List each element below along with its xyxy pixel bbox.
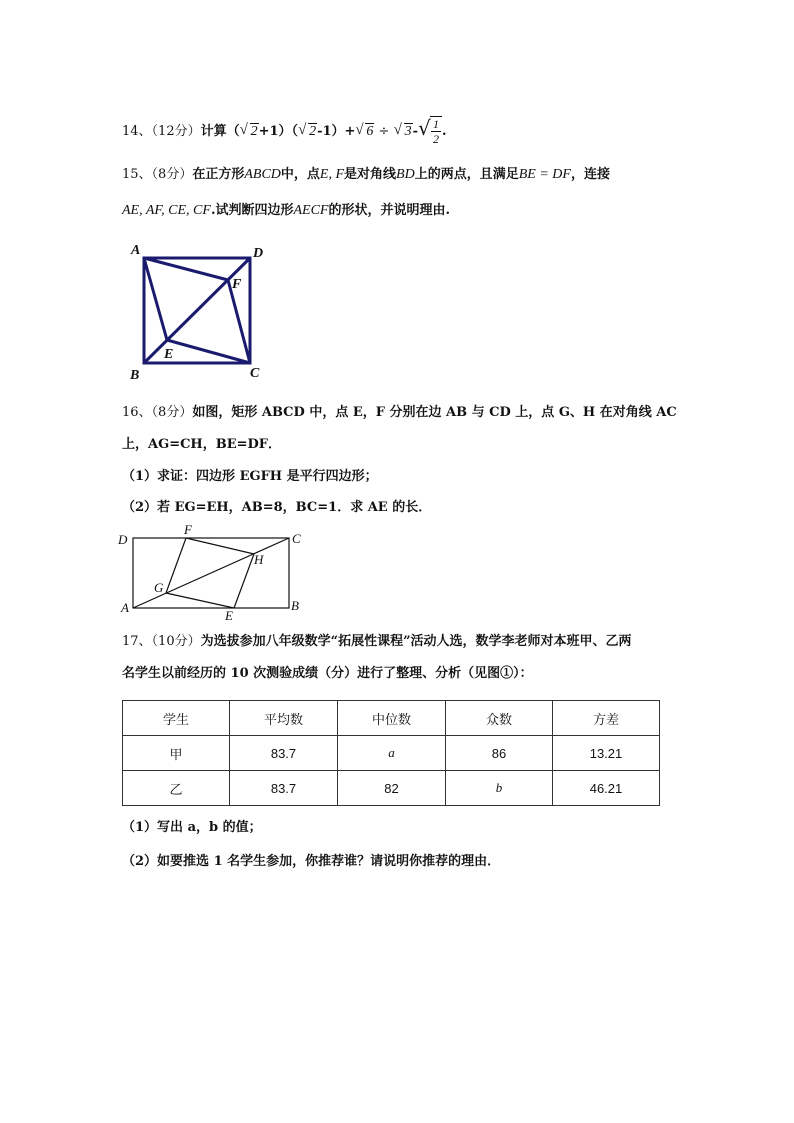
q16-label-f: F <box>184 522 192 537</box>
q16-segment-fh <box>186 538 254 554</box>
q15-number: 15、 <box>122 167 152 182</box>
q16-segment-he <box>234 554 254 608</box>
q15-math: AE, AF, CE, CF <box>122 203 211 218</box>
table-cell: 83.7 <box>230 736 338 771</box>
table-cell: 13.21 <box>553 736 660 771</box>
q16-label-a: A <box>121 600 129 615</box>
q16-label-d: D <box>118 532 128 547</box>
q15-label-a: A <box>131 243 141 258</box>
q14-end: . <box>441 124 447 139</box>
q16-diagonal-ac <box>133 538 289 608</box>
q16-segment-ge <box>166 593 234 608</box>
q15-text: 上的两点，且满足 <box>414 167 519 182</box>
q17-part-2: （2）如要推选 1 名学生参加，你推荐谁？请说明你推荐的理由． <box>122 854 501 869</box>
q17-part-1: （1）写出 a，b 的值； <box>122 820 262 835</box>
table-header-cell: 学生 <box>123 701 230 736</box>
q17-number: 17、 <box>122 634 152 649</box>
q16-label-b: B <box>291 598 299 613</box>
q15-text: 的形状，并说明理由. <box>328 203 450 218</box>
q15-math: E, F <box>319 167 345 182</box>
table-cell: 46.21 <box>553 771 660 806</box>
q15-line-1 <box>122 165 610 185</box>
q15-math: ABCD <box>244 167 281 182</box>
q16-label-e: E <box>225 608 233 623</box>
table-row <box>123 771 660 806</box>
q14-line <box>122 116 447 146</box>
q16-line-1 <box>122 403 677 423</box>
q15-line-2 <box>122 201 450 221</box>
q16-label-c: C <box>292 531 301 546</box>
q14-radical-1: √ 2 <box>239 122 258 139</box>
q16-label-g: G <box>154 580 164 595</box>
q14-minus: - <box>412 124 418 139</box>
q16-segment-fg <box>166 538 186 593</box>
q15-label-e: E <box>164 347 174 362</box>
q17-text-1: 为选拔参加八年级数学“拓展性课程”活动人选，数学李老师对本班甲、乙两 <box>200 634 632 649</box>
q14-minus-one: -1）+ <box>317 124 356 139</box>
q14-radical-4: √ 3 <box>393 122 412 139</box>
q15-label-d: D <box>253 246 264 261</box>
q15-segment-cf <box>228 280 250 363</box>
table-header-row <box>123 701 660 736</box>
q15-text: 中，点 <box>280 167 320 182</box>
q16-part-2: （2）若 EG=EH，AB=8，BC=1．求 AE 的长． <box>122 500 432 515</box>
q14-radical-3: √ 6 <box>355 122 374 139</box>
q16-part-1: （1）求证：四边形 EGFH 是平行四边形； <box>122 469 378 484</box>
table-cell: b <box>446 771 553 806</box>
q16-number: 16、 <box>122 405 152 420</box>
table-cell: 83.7 <box>230 771 338 806</box>
q15-math: BE = DF <box>518 167 571 182</box>
table-cell: 甲 <box>123 736 230 771</box>
q14-verb: 计算（ <box>200 124 240 139</box>
q17-line-2: 名学生以前经历的 10 次测验成绩（分）进行了整理、分析（见图①）： <box>122 666 533 681</box>
q14-score: （12分） <box>151 124 201 139</box>
q15-score: （8分） <box>151 167 193 182</box>
table-cell: a <box>338 736 446 771</box>
q14-radical-2: √ 2 <box>298 122 317 139</box>
q15-text: 在正方形 <box>192 167 245 182</box>
q15-segment-ce <box>167 340 250 363</box>
q17-score: （10分） <box>151 634 201 649</box>
q15-label-f: F <box>232 277 242 292</box>
q15-segment-af <box>144 258 228 280</box>
table-cell: 82 <box>338 771 446 806</box>
q14-radical-fraction: √ $\frac{1}{2}$ <box>418 116 442 146</box>
q15-figure <box>122 238 282 384</box>
q15-text: 是对角线 <box>344 167 397 182</box>
table-header-cell: 中位数 <box>338 701 446 736</box>
q15-label-b: B <box>130 368 140 383</box>
q17-stats-table <box>122 700 660 806</box>
q16-line-2: 上，AG=CH，BE=DF． <box>122 437 282 452</box>
table-header-cell: 平均数 <box>230 701 338 736</box>
table-cell: 86 <box>446 736 553 771</box>
q15-label-c: C <box>250 366 260 381</box>
table-cell: 乙 <box>123 771 230 806</box>
q16-figure <box>114 520 314 624</box>
q15-math: AECF <box>293 203 329 218</box>
q15-text: .试判断四边形 <box>210 203 294 218</box>
q16-score: （8分） <box>151 405 193 420</box>
table-row <box>123 736 660 771</box>
q16-text-1: 如图，矩形 ABCD 中，点 E，F 分别在边 AB 与 CD 上，点 G、H 在对角线 AC <box>192 405 677 420</box>
table-header-cell: 众数 <box>446 701 553 736</box>
q15-math: BD <box>396 167 415 182</box>
q14-number: 14、 <box>122 124 152 139</box>
q16-label-h: H <box>254 552 264 567</box>
q17-line-1 <box>122 632 632 652</box>
table-header-cell: 方差 <box>553 701 660 736</box>
q15-segment-ae <box>144 258 167 340</box>
q15-text: ，连接 <box>570 167 610 182</box>
q14-divide: ÷ <box>374 124 394 139</box>
q14-plus-one: +1）（ <box>258 124 299 139</box>
